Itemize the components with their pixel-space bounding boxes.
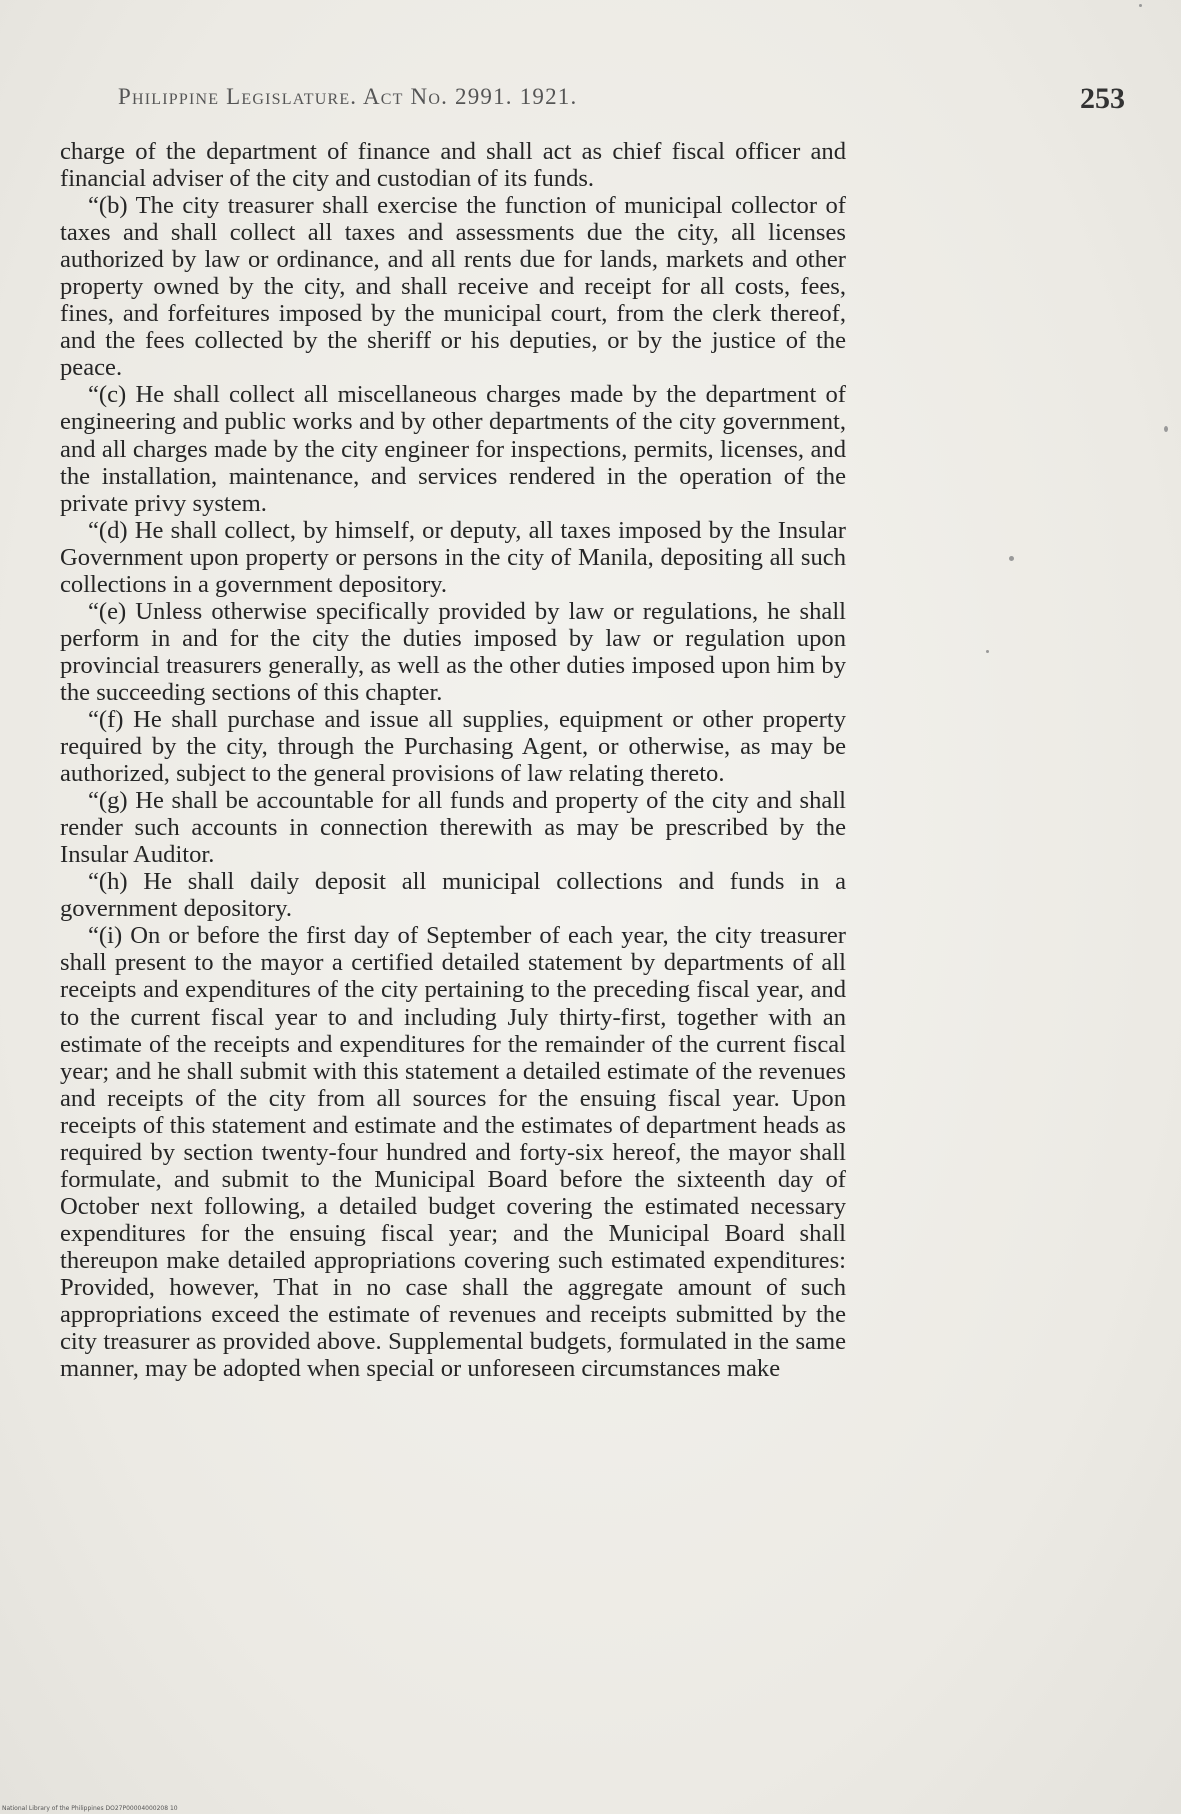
scan-speck — [1164, 426, 1168, 432]
paragraph-d: “(d) He shall collect, by himself, or deputy, all taxes imposed by the Insular Government upon property or persons in the city of Manila, depositing all such collections in a government depository. — [60, 516, 846, 598]
paragraph-continuation: charge of the department of finance and shall act as chief fiscal officer and financial adviser of the city and custodian of its funds. — [60, 138, 846, 193]
scan-speck — [1139, 4, 1142, 7]
body-text — [60, 138, 846, 1382]
paragraph-c: “(c) He shall collect all miscellaneous charges made by the department of engineering and public works and by other departments of the city government, and all charges made by the city engineer for inspections, permits, licenses, and the installation, maintenance, and services rendered in the operation of the private privy system. — [60, 381, 846, 517]
paragraph-f: “(f) He shall purchase and issue all supplies, equipment or other property required by the city, through the Purchasing Agent, or otherwise, as may be authorized, subject to the general provisions of law relating thereto. — [60, 705, 846, 788]
scan-speck — [1009, 556, 1014, 561]
paragraph-e: “(e) Unless otherwise specifically provided by law or regulations, he shall perform in and for the city the duties imposed by law or regulation upon provincial treasurers generally, as well as the other duties imposed upon him by the succeeding sections of this chapter. — [60, 597, 846, 706]
paragraph-i: “(i) On or before the first day of September of each year, the city treasurer shall present to the mayor a certified detailed statement by departments of all receipts and expenditures of the city pertaining to the preceding fiscal year, and to the current fiscal year to and including July thirty-first, together with an estimate of the receipts and expenditures for the remainder of the current fiscal year; and he shall submit with this statement a detailed estimate of the revenues and receipts of the city from all sources for the ensuing fiscal year. Upon receipts of this statement and estimate and the estimates of department heads as required by section twenty-four hundred and forty-six hereof, the mayor shall formulate, and submit to the Municipal Board before the sixteenth day of October next following, a detailed budget covering the estimated necessary expenditures for the ensuing fiscal year; and the Municipal Board shall thereupon make detailed appropriations covering such estimated expenditures: Provided, however, That in no case shall the aggregate amount of such appropriations exceed the estimate of revenues and receipts submitted by the city treasurer as provided above. Supplemental budgets, formulated in the same manner, may be adopted when special or unforeseen circumstances make — [60, 922, 846, 1383]
footer-credit: National Library of the Philippines DO27P00004000208 10 — [2, 1805, 178, 1812]
paragraph-b: “(b) The city treasurer shall exercise the function of municipal collector of taxes and shall collect all taxes and assessments due the city, all licenses authorized by law or ordinance, and all rents due for lands, markets and other property owned by the city, and shall receive and receipt for all costs, fees, fines, and forfeitures imposed by the municipal court, from the clerk thereof, and the fees collected by the sheriff or his deputies, or by the justice of the peace. — [60, 192, 846, 382]
scan-speck — [986, 650, 989, 653]
running-header: Philippine Legislature. Act No. 2991. 1921. — [118, 84, 578, 109]
page-number: 253 — [1080, 82, 1125, 115]
paragraph-g: “(g) He shall be accountable for all funds and property of the city and shall render such accounts in connection therewith as may be prescribed by the Insular Auditor. — [60, 787, 846, 869]
paragraph-h: “(h) He shall daily deposit all municipal collections and funds in a government depository. — [60, 868, 846, 923]
